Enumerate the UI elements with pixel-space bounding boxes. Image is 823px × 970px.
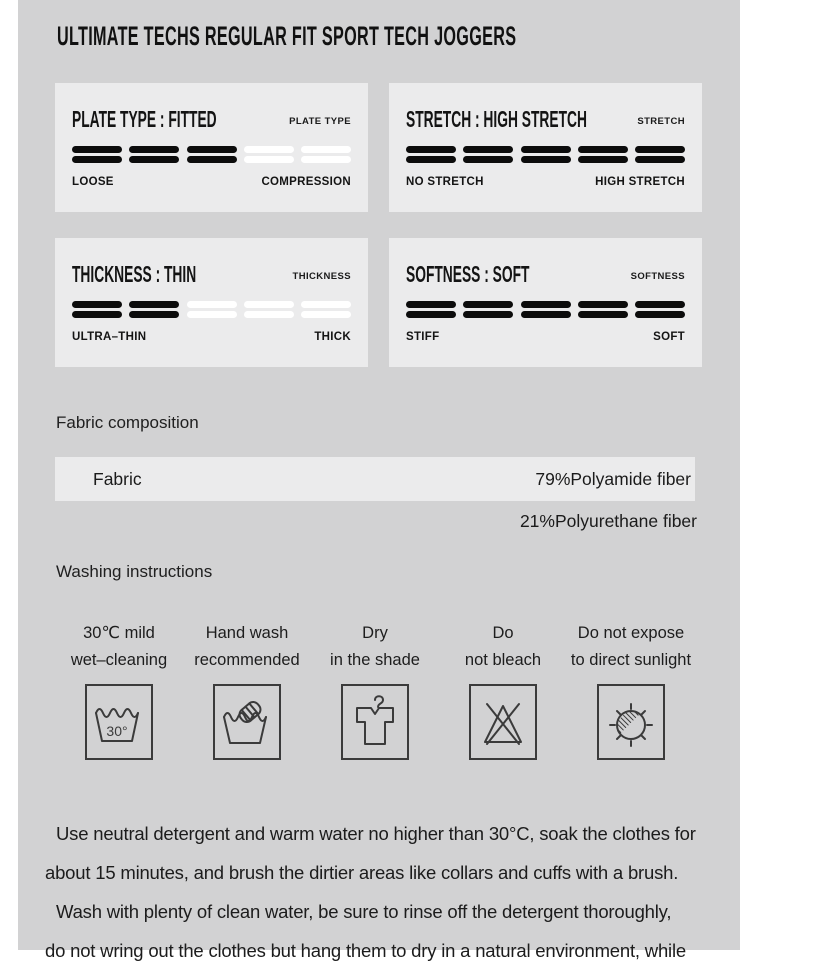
- meter-segment: [244, 146, 294, 163]
- attribute-card-thickness: [55, 238, 368, 367]
- card-title: [72, 261, 279, 288]
- washing-icon-cell: [311, 684, 439, 760]
- washing-icons-row: [55, 684, 695, 760]
- washing-icon-cell: [183, 684, 311, 760]
- dry-in-shade-icon: [341, 684, 409, 760]
- meter-segment: [244, 301, 294, 318]
- washing-labels-row: [55, 620, 695, 674]
- card-title-text: PLATE TYPE : FITTED: [72, 106, 217, 132]
- meter-segment: [301, 301, 351, 318]
- svg-text:30°: 30°: [106, 723, 128, 739]
- card-title: [72, 106, 313, 133]
- fabric-row-label: Fabric: [93, 468, 142, 489]
- fabric-secondary-value: 21%Polyurethane fiber: [519, 511, 697, 531]
- care-text-line: about 15 minutes, and brush the dirtier areas like collars and cuffs with a brush.: [45, 862, 679, 883]
- meter-segment: [463, 146, 513, 163]
- scale-label-max: THICK: [314, 331, 351, 343]
- meter-segment: [635, 301, 685, 318]
- washing-icon-cell: [55, 684, 183, 760]
- page-title: [57, 21, 823, 52]
- washing-label: Do not bleach: [464, 624, 542, 669]
- level-meter: [72, 146, 351, 163]
- washing-label: Hand wash recommended: [194, 624, 300, 669]
- care-text-line: Use neutral detergent and warm water no higher than 30°C, soak the clothes for: [56, 823, 696, 844]
- meter-segment: [187, 146, 237, 163]
- card-title: [406, 261, 612, 288]
- scale-label-max: HIGH STRETCH: [595, 176, 685, 188]
- fabric-composition-heading: Fabric composition: [56, 413, 199, 432]
- meter-segment: [187, 301, 237, 318]
- card-title-text: SOFTNESS : SOFT: [406, 261, 530, 287]
- scale-labels: [72, 176, 351, 188]
- meter-segment: [72, 301, 122, 318]
- meter-segment: [578, 146, 628, 163]
- meter-segment: [635, 146, 685, 163]
- meter-segment: [406, 301, 456, 318]
- no-sunlight-icon: [597, 684, 665, 760]
- card-tag: PLATE TYPE: [289, 116, 351, 127]
- attribute-card-stretch: [389, 83, 702, 212]
- card-title-text: THICKNESS : THIN: [72, 261, 197, 287]
- scale-label-min: NO STRETCH: [406, 176, 484, 188]
- washing-icon-cell: [439, 684, 567, 760]
- page-title-text: ULTIMATE TECHS REGULAR FIT SPORT TECH JOGGERS: [57, 21, 517, 51]
- scale-label-min: STIFF: [406, 331, 440, 343]
- scale-labels: [406, 331, 685, 343]
- scale-label-min: ULTRA–THIN: [72, 331, 147, 343]
- meter-segment: [72, 146, 122, 163]
- level-meter: [406, 301, 685, 318]
- attribute-card-softness: [389, 238, 702, 367]
- card-title-text: STRETCH : HIGH STRETCH: [406, 106, 587, 132]
- card-tag: SOFTNESS: [630, 271, 685, 282]
- level-meter: [406, 146, 685, 163]
- meter-segment: [521, 146, 571, 163]
- scale-label-max: COMPRESSION: [261, 176, 351, 188]
- meter-segment: [578, 301, 628, 318]
- washing-instructions-heading: Washing instructions: [56, 562, 213, 581]
- meter-segment: [406, 146, 456, 163]
- care-instructions-text: [45, 814, 710, 970]
- card-tag: THICKNESS: [292, 271, 351, 282]
- washing-label: 30℃ mild wet–cleaning: [70, 624, 168, 669]
- washing-label: Dry in the shade: [330, 624, 420, 669]
- do-not-bleach-icon: [469, 684, 537, 760]
- hand-wash-icon: [213, 684, 281, 760]
- level-meter: [72, 301, 351, 318]
- meter-segment: [129, 146, 179, 163]
- care-text-line: Wash with plenty of clean water, be sure to rinse off the detergent thoroughly,: [56, 901, 672, 922]
- fabric-row-value: 79%Polyamide fiber: [535, 468, 691, 489]
- care-text-line: do not wring out the clothes but hang them to dry in a natural environment, while: [45, 940, 686, 961]
- wash-30-icon: [85, 684, 153, 760]
- scale-labels: [406, 176, 685, 188]
- washing-label: Do not expose to direct sunlight: [570, 624, 692, 669]
- meter-segment: [463, 301, 513, 318]
- fabric-row: [55, 457, 695, 501]
- scale-label-min: LOOSE: [72, 176, 114, 188]
- washing-icon-cell: [567, 684, 695, 760]
- meter-segment: [129, 301, 179, 318]
- meter-segment: [301, 146, 351, 163]
- scale-label-max: SOFT: [653, 331, 685, 343]
- meter-segment: [521, 301, 571, 318]
- scale-labels: [72, 331, 351, 343]
- attribute-card-plate-type: [55, 83, 368, 212]
- card-tag: STRETCH: [637, 116, 685, 127]
